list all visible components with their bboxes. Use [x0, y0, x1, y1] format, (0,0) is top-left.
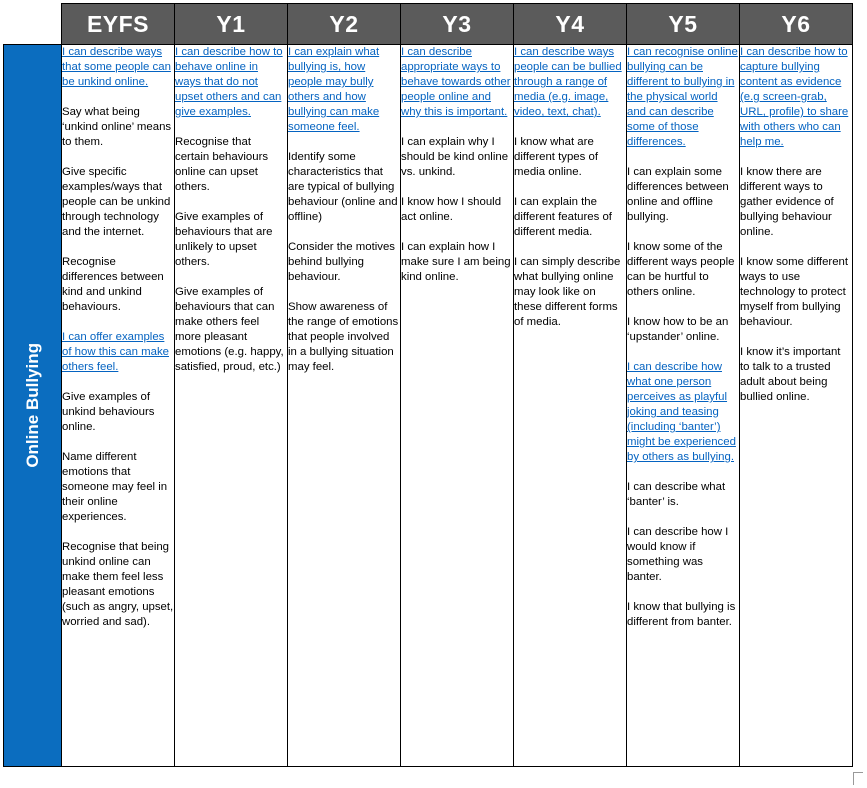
objective-text: Say what being ‘unkind online’ means to them.	[62, 106, 172, 148]
cell-y5	[627, 45, 740, 767]
objective-link[interactable]: I can describe ways people can be bullied through a range of media (e.g. image, video, text, chat).	[514, 46, 622, 118]
objective-text: Give specific examples/ways that people can be unkind through technology and the internet.	[62, 166, 171, 238]
cell-y3	[401, 45, 514, 767]
cell-y1	[175, 45, 288, 767]
objective-link[interactable]: I can recognise online bullying can be different to bullying in the physical world and can describe some of those differences.	[627, 46, 738, 148]
cell-eyfs	[62, 45, 175, 767]
year-header-y4: Y4	[514, 4, 627, 45]
year-header-eyfs: EYFS	[62, 4, 175, 45]
year-header-y2: Y2	[288, 4, 401, 45]
year-header-y5: Y5	[627, 4, 740, 45]
objective-link[interactable]: I can describe appropriate ways to behave towards other people online and why this is important.	[401, 46, 511, 118]
objective-text: I know how I should act online.	[401, 196, 502, 223]
row-label-cell	[4, 45, 62, 767]
objective-text: Name different emotions that someone may feel in their online experiences.	[62, 451, 168, 523]
objective-link[interactable]: I can describe how to behave online in ways that do not upset others and can give examples.	[175, 46, 283, 118]
objective-link[interactable]: I can describe ways that some people can be unkind online.	[62, 46, 171, 88]
cell-y6	[740, 45, 853, 767]
objective-text: I know there are different ways to gather evidence of bullying behaviour online.	[740, 166, 834, 238]
objective-text: I can simply describe what bullying online may look like on these different forms of media.	[514, 256, 621, 328]
header-row	[4, 4, 853, 45]
cell-y4	[514, 45, 627, 767]
objective-text: Show awareness of the range of emotions that people involved in a bullying situation may feel.	[288, 301, 399, 373]
page-corner-mark	[853, 772, 863, 785]
objective-link[interactable]: I can offer examples of how this can make others feel.	[62, 331, 169, 373]
cell-y2	[288, 45, 401, 767]
objective-text: I know how to be an ‘upstander’ online.	[627, 316, 729, 343]
objective-text: I can explain how I make sure I am being kind online.	[401, 241, 511, 283]
objective-text: I can explain some differences between online and offline bullying.	[627, 166, 729, 223]
objective-text: Identify some characteristics that are typical of bullying behaviour (online and offline)	[288, 151, 398, 223]
year-header-y3: Y3	[401, 4, 514, 45]
objective-text: I can explain the different features of different media.	[514, 196, 612, 238]
objective-text: I know some different ways to use technology to protect myself from bullying behaviour.	[740, 256, 849, 328]
year-header-y6: Y6	[740, 4, 853, 45]
objective-text: Recognise that being unkind online can make them feel less pleasant emotions (such as angry, upset, worried and sad).	[62, 541, 174, 628]
objective-text: I know what are different types of media online.	[514, 136, 599, 178]
corner-cell	[4, 4, 62, 45]
objective-link[interactable]: I can describe how to capture bullying content as evidence (e.g screen-grab, URL, profile) to share with others who can help me.	[740, 46, 849, 148]
objective-text: Give examples of behaviours that are unlikely to upset others.	[175, 211, 273, 268]
objective-text: I can explain why I should be kind online vs. unkind.	[401, 136, 509, 178]
objective-text: Give examples of unkind behaviours online.	[62, 391, 155, 433]
curriculum-table	[3, 3, 853, 767]
objective-text: I know it’s important to talk to a trusted adult about being bullied online.	[740, 346, 841, 403]
year-header-y1: Y1	[175, 4, 288, 45]
objective-link[interactable]: I can describe how what one person perceives as playful joking and teasing (including ‘banter’) might be experienced by others as bullying.	[627, 361, 736, 463]
objective-text: Recognise that certain behaviours online can upset others.	[175, 136, 269, 193]
objective-text: I can describe how I would know if something was banter.	[627, 526, 729, 583]
objective-text: Give examples of behaviours that can make others feel more pleasant emotions (e.g. happy, satisfied, proud, etc.)	[175, 286, 284, 373]
objective-text: I know some of the different ways people can be hurtful to others online.	[627, 241, 735, 298]
online-bullying-row	[4, 45, 853, 767]
objective-text: Recognise differences between kind and unkind behaviours.	[62, 256, 164, 313]
objective-text: I can describe what ‘banter’ is.	[627, 481, 726, 508]
row-label: Online Bullying	[22, 343, 42, 468]
objective-text: Consider the motives behind bullying behaviour.	[288, 241, 395, 283]
objective-text: I know that bullying is different from banter.	[627, 601, 736, 628]
objective-link[interactable]: I can explain what bullying is, how people may bully others and how bullying can make someone feel.	[288, 46, 380, 133]
